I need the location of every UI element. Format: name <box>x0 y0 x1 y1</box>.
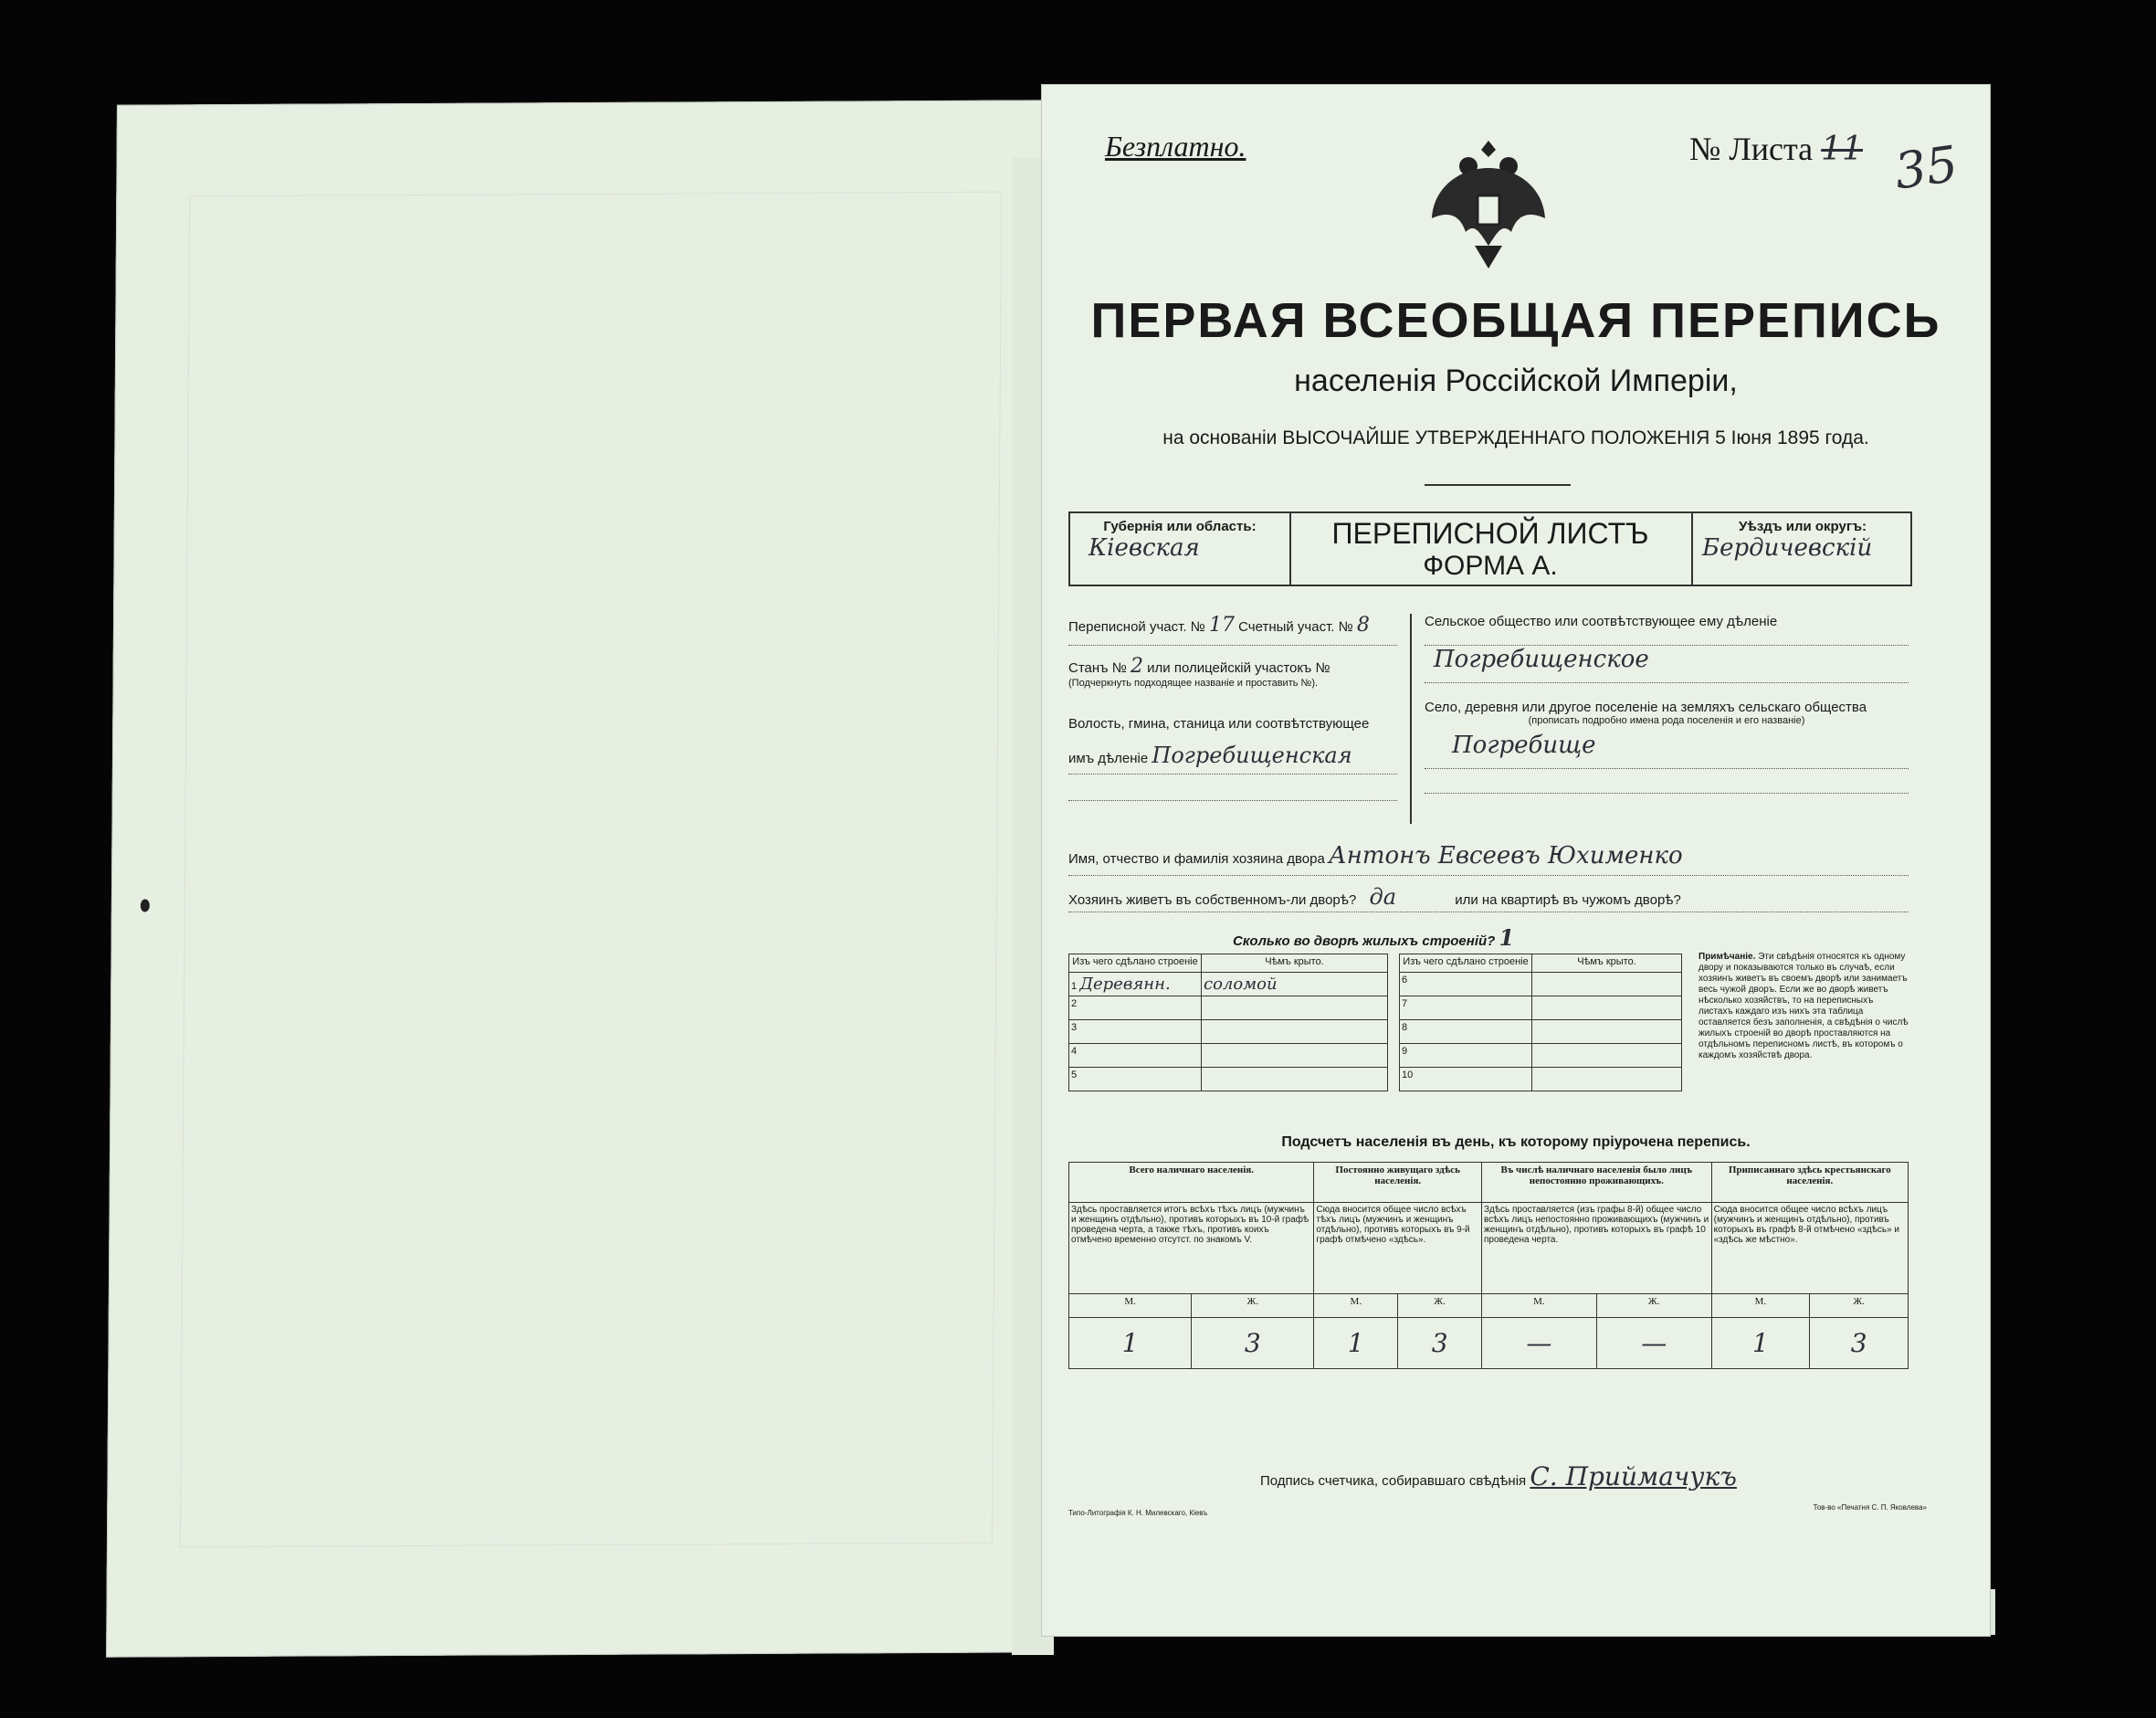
census-form-page <box>1041 84 1991 1637</box>
building-row <box>1400 973 1682 996</box>
transient-male-count: — <box>1482 1318 1597 1369</box>
row-number: 8 <box>1400 1020 1532 1044</box>
row-number: 1 <box>1071 981 1078 992</box>
owner-rented-label: или на квартирѣ въ чужомъ дворѣ? <box>1455 892 1681 908</box>
total-female-count: 3 <box>1192 1318 1314 1369</box>
location-left-block <box>1068 614 1397 801</box>
note-title: Примѣчаніе. <box>1699 952 1756 962</box>
col-material-header: Изъ чего сдѣлано строеніе <box>1069 954 1202 973</box>
transient-female-count: — <box>1596 1318 1711 1369</box>
enumerator-signature: С. Приймачукъ <box>1530 1461 1737 1491</box>
owner-residence-value: да <box>1369 884 1397 910</box>
volost-value: Погребищенская <box>1152 743 1352 768</box>
summary-title: Подсчетъ населенія въ день, къ которому пріурочена перепись. <box>1281 1134 1751 1150</box>
volost-label: Волость, гмина, станица или соотвѣтствующее <box>1068 716 1370 732</box>
building-row <box>1400 1044 1682 1068</box>
male-header: М. <box>1711 1294 1810 1318</box>
registered-male-count: 1 <box>1711 1318 1810 1369</box>
society-value: Погребищенское <box>1425 646 1909 683</box>
building-row <box>1400 1068 1682 1091</box>
buildings-count-line <box>1233 924 1514 951</box>
sheet-number-value: 11 <box>1821 131 1863 168</box>
permanent-female-count: 3 <box>1398 1318 1482 1369</box>
faded-reverse-print <box>180 192 1002 1548</box>
village-label: Село, деревня или другое поселеніе на земляхъ сельскаго общества <box>1425 700 1867 715</box>
district-label: Уѣздъ или округъ: <box>1738 519 1867 534</box>
sheet-title: ПЕРЕПИСНОЙ ЛИСТЪ <box>1331 517 1649 550</box>
buildings-count-label: Сколько во дворѣ жилыхъ строеній? <box>1233 933 1496 949</box>
summary-head-permanent: Постоянно живущаго здѣсь населенія. <box>1314 1163 1482 1203</box>
total-male-count: 1 <box>1069 1318 1192 1369</box>
divider-ornament <box>1425 484 1571 486</box>
row-number: 10 <box>1400 1068 1532 1091</box>
province-cell <box>1070 513 1291 585</box>
building-row <box>1069 1068 1388 1091</box>
main-title: ПЕРВАЯ ВСЕОБЩАЯ ПЕРЕПИСЬ <box>1090 293 1941 348</box>
col-roof-header: Чѣмъ крыто. <box>1532 954 1682 973</box>
imperial-eagle-emblem <box>1425 132 1552 278</box>
district-value: Бердичевскій <box>1702 534 1873 562</box>
row-number: 2 <box>1069 996 1202 1020</box>
volost-extra-line <box>1068 775 1397 801</box>
owner-residence-line <box>1068 884 1909 912</box>
subtitle: населенія Россійской Имперіи, <box>1294 364 1738 398</box>
count-area-value: 8 <box>1356 614 1370 637</box>
building-roof: соломой <box>1202 973 1388 996</box>
female-header: Ж. <box>1192 1294 1314 1318</box>
village-extra-line <box>1425 769 1909 794</box>
building-row <box>1069 996 1388 1020</box>
legal-basis: на основаніи ВЫСОЧАЙШЕ УТВЕРЖДЕННАГО ПОЛОЖЕНІЯ 5 Іюня 1895 года. <box>1162 427 1869 448</box>
summary-desc: Здѣсь проставляется итогъ всѣхъ тѣхъ лицъ (мужчинъ и женщинъ отдѣльно), противъ которыхъ въ 10-й графѣ проведена черта, а также тѣхъ, противъ коихъ отмѣчено временно отсутст. по знакомъ V. <box>1069 1203 1314 1294</box>
village-value: Погребище <box>1425 732 1909 769</box>
summary-desc: Сюда вносится общее число всѣхъ лицъ (мужчинъ и женщинъ отдѣльно), противъ которыхъ въ графѣ 8-й отмѣчено «здѣсь» и «здѣсь же мѣстно». <box>1711 1203 1908 1294</box>
stan-label: Станъ № <box>1068 660 1127 676</box>
col-roof-header: Чѣмъ крыто. <box>1202 954 1388 973</box>
row-number: 6 <box>1400 973 1532 996</box>
owner-name-line <box>1068 842 1909 876</box>
building-row <box>1400 996 1682 1020</box>
female-header: Ж. <box>1596 1294 1711 1318</box>
stan-value: 2 <box>1130 655 1143 678</box>
building-row <box>1400 1020 1682 1044</box>
owner-name-value: Антонъ Евсеевъ Юхименко <box>1329 842 1683 870</box>
count-area-label: Счетный участ. № <box>1238 619 1353 635</box>
province-value: Кіевская <box>1089 534 1200 562</box>
printer-imprint-right: Тов-во «Печатня С. П. Яковлева» <box>1813 1503 1927 1512</box>
building-row <box>1069 1020 1388 1044</box>
location-right-block <box>1425 614 1909 794</box>
village-note: (прописать подробно имена рода поселенія и его названіе) <box>1528 715 1805 726</box>
row-number: 3 <box>1069 1020 1202 1044</box>
buildings-table-right <box>1399 954 1682 1091</box>
stan-line <box>1068 655 1397 678</box>
stan-note: (Подчеркнуть подходящее названіе и проставить №). <box>1068 678 1319 689</box>
area-numbers-line <box>1068 614 1397 646</box>
society-label: Сельское общество или соотвѣтствующее ему дѣленіе <box>1425 614 1909 646</box>
volost-label-2: имъ дѣленіе <box>1068 751 1149 766</box>
signature-line <box>1260 1461 1737 1491</box>
population-summary-table <box>1068 1162 1909 1369</box>
free-label: Безплатно. <box>1105 130 1246 163</box>
buildings-note <box>1699 952 1909 1061</box>
census-area-value: 17 <box>1208 614 1235 637</box>
buildings-table-left <box>1068 954 1388 1091</box>
margin-number: 35 <box>1890 134 1961 201</box>
summary-head-transient: Въ числѣ наличнаго населенія было лицъ непостоянно проживающихъ. <box>1482 1163 1712 1203</box>
row-number: 9 <box>1400 1044 1532 1068</box>
male-header: М. <box>1314 1294 1398 1318</box>
registered-female-count: 3 <box>1810 1318 1909 1369</box>
province-label: Губернія или область: <box>1103 519 1257 534</box>
buildings-count-value: 1 <box>1499 924 1515 951</box>
printer-imprint-left: Типо-Литографія К. Н. Милевскаго, Кіевъ <box>1068 1509 1208 1517</box>
signature-label: Подпись счетчика, собиравшаго свѣдѣнія <box>1260 1473 1527 1489</box>
sheet-number-label: № Листа <box>1689 131 1814 167</box>
sheet-number <box>1689 130 1863 168</box>
summary-desc: Здѣсь проставляется (изъ графы 8-й) общее число всѣхъ лицъ непостоянно проживающихъ (мужчинъ и женщинъ отдѣльно), противъ которыхъ въ графѣ 10 проведена черта. <box>1482 1203 1712 1294</box>
ink-mark <box>141 899 150 912</box>
building-material: Деревянн. <box>1079 975 1171 994</box>
volost-line <box>1068 743 1397 775</box>
district-cell <box>1691 513 1912 585</box>
male-header: М. <box>1482 1294 1597 1318</box>
male-header: М. <box>1069 1294 1192 1318</box>
vertical-divider <box>1410 614 1412 824</box>
col-material-header: Изъ чего сдѣлано строеніе <box>1400 954 1532 973</box>
summary-head-registered: Приписаннаго здѣсь крестьянскаго населенія. <box>1711 1163 1908 1203</box>
census-area-label: Переписной участ. № <box>1068 619 1205 635</box>
row-number: 4 <box>1069 1044 1202 1068</box>
female-header: Ж. <box>1810 1294 1909 1318</box>
form-type: ФОРМА А. <box>1423 551 1558 581</box>
sheet-title-cell <box>1289 513 1691 582</box>
row-number: 5 <box>1069 1068 1202 1091</box>
building-row <box>1069 973 1388 996</box>
owner-residence-label: Хозяинъ живетъ въ собственномъ-ли дворѣ? <box>1068 892 1357 908</box>
left-blank-page <box>106 100 1057 1657</box>
form-header-band <box>1068 511 1912 586</box>
note-text: Эти свѣдѣнія относятся къ одному двору и показываются только въ случаѣ, если хозяинъ живетъ въ своемъ дворѣ или занимаетъ весь чужой дворъ. Если же во дворѣ живетъ нѣсколько хозяйствъ, то на переписныхъ листахъ каждаго изъ нихъ эта таблица оставляется безъ заполненія, а свѣдѣнія о числѣ жилыхъ строеній во дворѣ проставляются на отдѣльномъ переписномъ листѣ, въ которомъ о каждомъ хозяйствѣ двора. <box>1699 952 1909 1060</box>
owner-name-label: Имя, отчество и фамилія хозяина двора <box>1068 851 1325 867</box>
summary-head-total: Всего наличнаго населенія. <box>1069 1163 1314 1203</box>
female-header: Ж. <box>1398 1294 1482 1318</box>
summary-desc: Сюда вносится общее число всѣхъ тѣхъ лицъ (мужчинъ и женщинъ отдѣльно), противъ которыхъ въ 9-й графѣ отмѣчено «здѣсь». <box>1314 1203 1482 1294</box>
police-area-label: или полицейскій участокъ № <box>1147 660 1330 676</box>
permanent-male-count: 1 <box>1314 1318 1398 1369</box>
row-number: 7 <box>1400 996 1532 1020</box>
building-row <box>1069 1044 1388 1068</box>
